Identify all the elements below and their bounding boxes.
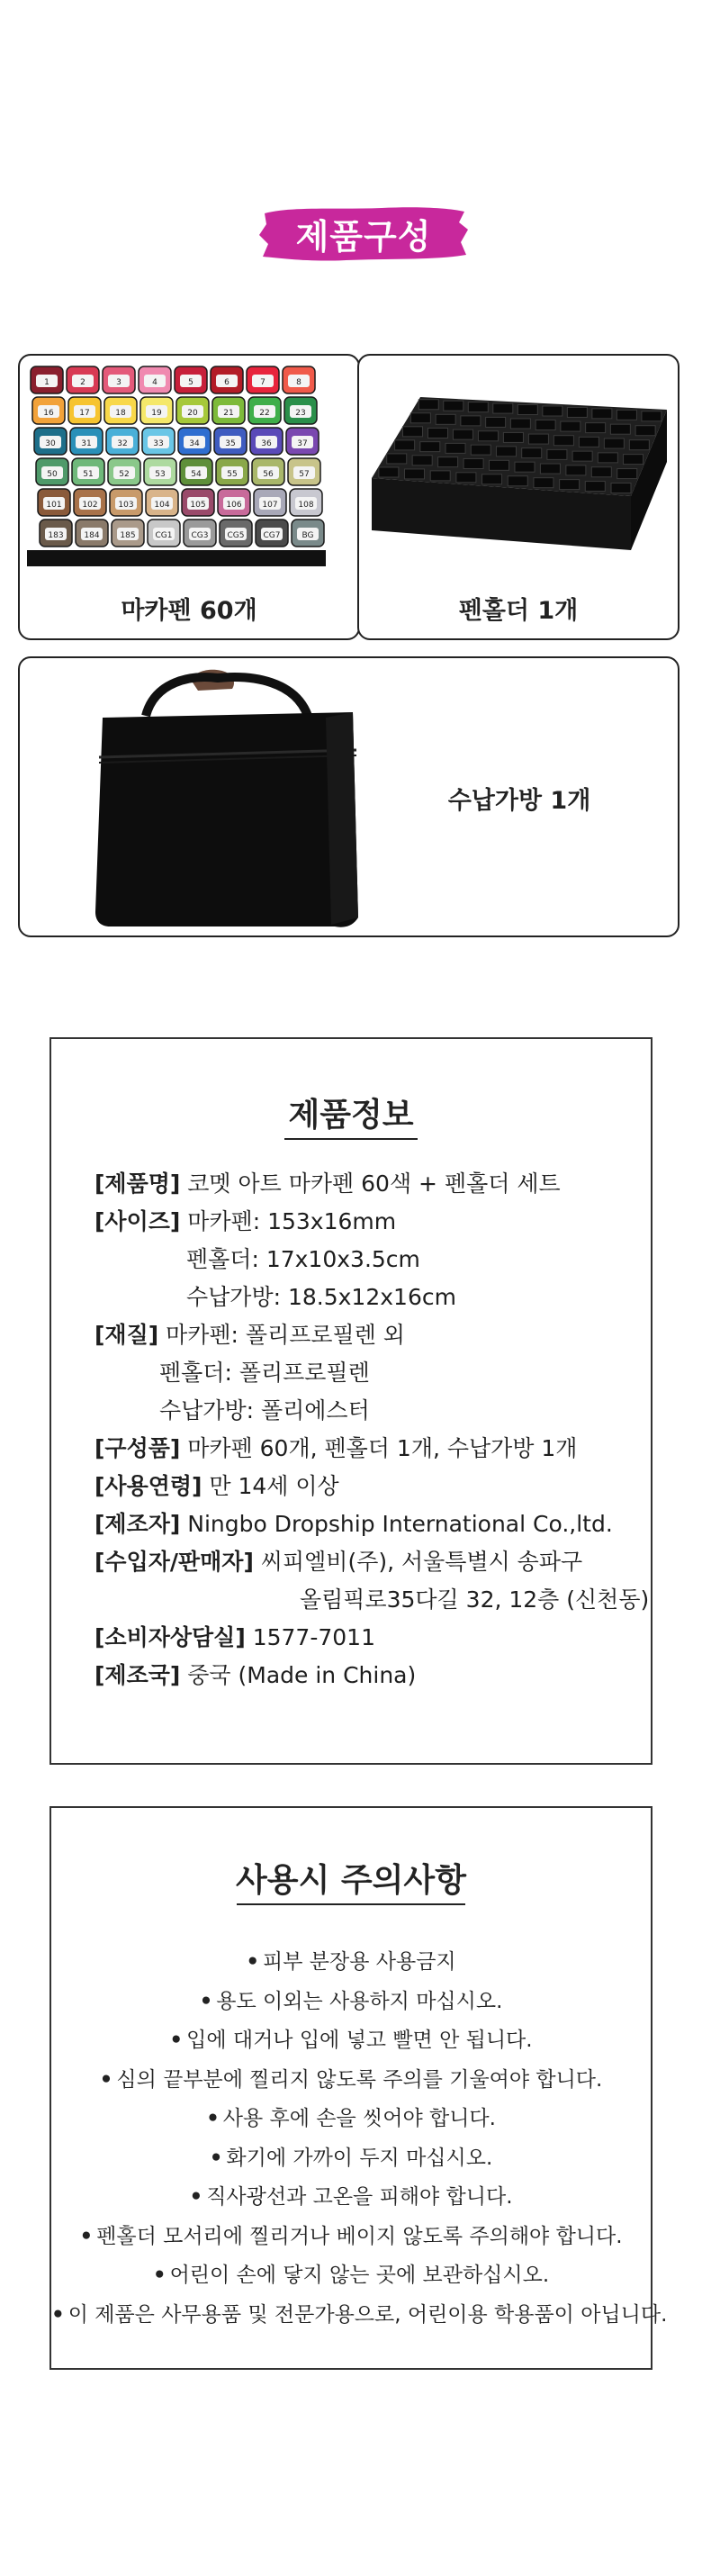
holder-slot: [624, 455, 644, 465]
marker-cap: [104, 397, 137, 424]
marker-cap-label: 3: [116, 378, 122, 387]
holder-slot: [610, 424, 630, 434]
marker-cap: [214, 428, 247, 455]
holder-slot: [436, 414, 455, 424]
marker-cap-label: 33: [153, 439, 164, 448]
holder-slot: [482, 475, 502, 484]
caution-item: [51, 1983, 651, 2022]
marker-cap-label: 185: [120, 531, 136, 540]
holder-slot: [456, 473, 476, 483]
marker-cap: [34, 428, 67, 455]
marker-cap-label: 8: [296, 378, 302, 387]
info-row: [94, 1203, 633, 1316]
holder-slot: [598, 453, 617, 463]
marker-cap-label: 5: [188, 378, 194, 387]
holder-slot: [629, 440, 649, 450]
holder-slot: [522, 448, 542, 458]
marker-cap-label: 101: [46, 501, 62, 510]
marker-cap-label: CG3: [191, 531, 209, 540]
info-sub-value: 펜홀더: 17x10x3.5cm: [186, 1246, 420, 1272]
marker-bodies: [27, 550, 326, 566]
composition-title: 제품구성: [295, 216, 432, 257]
marker-cap: [176, 397, 209, 424]
marker-cap-label: 184: [84, 531, 100, 540]
marker-cap-label: 52: [119, 470, 130, 479]
holder-slot: [642, 411, 662, 421]
marker-cap: [218, 489, 250, 516]
marker-cap: [146, 489, 178, 516]
info-value: 마카펜 60개, 펜홀더 1개, 수납가방 1개: [180, 1435, 578, 1461]
bullet-icon: •: [99, 2067, 113, 2092]
holder-slot: [617, 469, 637, 479]
info-label: [수입자/판매자]: [94, 1549, 254, 1575]
product-info-title: 제품정보: [288, 1097, 414, 1134]
holder-slot: [586, 423, 606, 433]
marker-cap: [247, 366, 279, 393]
holder-slot: [604, 438, 624, 448]
holder-slot: [611, 484, 631, 493]
marker-cap: [36, 458, 68, 485]
info-sub-value: 펜홀더: 폴리프로필렌: [159, 1360, 370, 1386]
marker-cap-label: 7: [260, 378, 266, 387]
marker-cap: [72, 458, 104, 485]
marker-cap: [252, 458, 284, 485]
marker-cap: [180, 458, 212, 485]
holder-slot: [438, 457, 458, 467]
marker-cap: [106, 428, 139, 455]
info-value: 만 14세 이상: [202, 1473, 339, 1499]
marker-cap-label: CG7: [263, 531, 281, 540]
marker-cap-label: 35: [225, 439, 236, 448]
info-value: 중국 (Made in China): [180, 1662, 417, 1688]
marker-cap: [286, 428, 319, 455]
holder-slot: [567, 407, 587, 417]
marker-cap: [68, 397, 101, 424]
info-sub-value: 수납가방: 18.5x12x16cm: [186, 1284, 456, 1310]
marker-cap: [212, 397, 245, 424]
marker-cap-label: 56: [263, 470, 274, 479]
holder-slot: [554, 436, 573, 446]
holder-slot: [387, 454, 407, 464]
marker-cap-label: 104: [154, 501, 170, 510]
marker-cap: [290, 489, 322, 516]
info-row: [94, 1657, 633, 1695]
holder-slot: [395, 440, 415, 450]
holder-slot: [428, 428, 447, 438]
marker-cap-label: CG1: [155, 531, 173, 540]
marker-cap: [175, 366, 207, 393]
info-sub-value: 수납가방: 폴리에스터: [159, 1397, 370, 1424]
holder-slot: [464, 458, 483, 468]
holder-slot: [412, 456, 432, 465]
holder-slot: [486, 417, 506, 427]
info-value: 씨피엘비(주), 서울특별시 송파구: [253, 1549, 583, 1575]
info-label: [재질]: [94, 1322, 159, 1348]
info-value: Ningbo Dropship International Co.,ltd.: [180, 1511, 613, 1537]
marker-cap-label: 103: [118, 501, 134, 510]
holder-slot: [592, 409, 612, 419]
holder-slot: [430, 471, 450, 481]
info-row: [94, 1543, 650, 1619]
marker-cap: [182, 489, 214, 516]
holder-slot: [490, 460, 509, 470]
marker-cap-label: 4: [152, 378, 158, 387]
marker-cap: [284, 397, 317, 424]
holder-slot: [518, 405, 537, 415]
bullet-icon: •: [206, 2107, 220, 2130]
holder-slot: [515, 462, 535, 472]
info-row: [94, 1468, 633, 1505]
bullet-icon: •: [209, 2146, 223, 2170]
bag-card: [18, 656, 680, 937]
caution-text: 화기에 가까이 두지 마십시오.: [226, 2146, 493, 2170]
product-info-list: [94, 1165, 650, 1695]
marker-cap-label: 19: [151, 409, 162, 418]
bullet-icon: •: [246, 1950, 260, 1974]
marker-cap: [250, 428, 283, 455]
marker-cap-label: 18: [115, 409, 126, 418]
holder-slot: [418, 400, 438, 410]
marker-cap: [76, 520, 108, 547]
markers-card: [18, 354, 360, 640]
holder-slot: [503, 432, 523, 442]
holder-slot: [585, 482, 605, 492]
holder-slot: [560, 480, 580, 490]
marker-cap-label: 108: [298, 501, 314, 510]
marker-cap: [70, 428, 103, 455]
marker-cap-label: 107: [262, 501, 278, 510]
bullet-icon: •: [169, 2029, 184, 2052]
marker-cap: [148, 520, 180, 547]
marker-cap-label: 54: [191, 470, 202, 479]
marker-cap: [74, 489, 106, 516]
caution-text: 어린이 손에 닿지 않는 곳에 보관하십시오.: [169, 2264, 550, 2287]
marker-cap-label: 106: [226, 501, 242, 510]
holder-slot: [561, 421, 580, 431]
info-row: [94, 1165, 633, 1203]
info-row: [94, 1619, 633, 1657]
holder-slot: [496, 447, 516, 456]
marker-cap: [220, 520, 252, 547]
holder-slot: [534, 478, 554, 488]
marker-cap: [38, 489, 70, 516]
bullet-icon: •: [51, 2302, 65, 2327]
holder-slot: [510, 419, 530, 429]
caution-text: 이 제품은 사무용품 및 전문가용으로, 어린이용 학용품이 아닙니다.: [68, 2302, 668, 2327]
marker-cap: [108, 458, 140, 485]
info-label: [소비자상담실]: [94, 1624, 246, 1650]
holder-slot: [478, 431, 498, 441]
marker-cap-label: 32: [117, 439, 128, 448]
holder-slot: [471, 445, 490, 455]
info-value: 마카펜: 폴리프로필렌 외: [158, 1322, 405, 1348]
title-underline: [237, 1903, 465, 1905]
marker-cap-label: 51: [83, 470, 94, 479]
marker-cap-label: 53: [155, 470, 166, 479]
marker-cap: [110, 489, 142, 516]
caution-text: 심의 끝부분에 찔리지 않도록 주의를 기울여야 합니다.: [116, 2067, 603, 2092]
holder-slot: [572, 451, 592, 461]
holder-slot: [579, 437, 598, 447]
info-value: 1577-7011: [245, 1624, 375, 1650]
marker-cap-label: 16: [43, 409, 54, 418]
caution-item: [51, 2021, 651, 2061]
holder-slot: [493, 403, 513, 413]
holder-slot: [635, 426, 655, 436]
holder-slot: [420, 442, 440, 452]
holder-slot: [446, 443, 465, 453]
marker-cap-label: 1: [44, 378, 50, 387]
holder-slot: [547, 449, 567, 459]
info-row: [94, 1316, 633, 1430]
caution-item: [51, 2139, 651, 2179]
caution-item: [51, 2100, 651, 2139]
holder-slot: [591, 467, 611, 477]
marker-cap: [140, 397, 173, 424]
marker-cap-label: 30: [45, 439, 56, 448]
bullet-icon: •: [79, 2224, 94, 2248]
marker-cap: [248, 397, 281, 424]
holder-slot: [461, 416, 481, 426]
marker-cap-label: 6: [224, 378, 230, 387]
marker-cap: [31, 366, 63, 393]
marker-cap: [103, 366, 135, 393]
caution-text: 피부 분장용 사용금지: [263, 1950, 456, 1974]
caution-box: [50, 1806, 668, 2370]
marker-cap: [142, 428, 175, 455]
holder-slot: [508, 476, 527, 486]
pen-holder-image: [366, 392, 670, 552]
caution-text: 용도 이외는 사용하지 마십시오.: [216, 1989, 503, 2013]
holder-slot: [616, 410, 636, 420]
holder-caption: 펜홀더 1개: [458, 597, 579, 625]
info-label: [구성품]: [94, 1435, 181, 1461]
caution-text: 직사광선과 고온을 피해야 합니다.: [206, 2185, 513, 2209]
marker-cap-label: 102: [82, 501, 98, 510]
caution-item: [51, 2218, 651, 2257]
caution-text: 입에 대거나 입에 넣고 빨면 안 됩니다.: [186, 2029, 533, 2052]
info-label: [사용연령]: [94, 1473, 202, 1499]
holder-slot: [536, 420, 555, 430]
holder-slot: [566, 465, 586, 475]
marker-cap: [32, 397, 65, 424]
marker-cap-label: CG5: [227, 531, 245, 540]
caution-text: 사용 후에 손을 씻어야 합니다.: [222, 2107, 496, 2130]
product-info-box: [50, 1037, 652, 1765]
caution-list: [51, 1943, 668, 2335]
holder-slot: [543, 406, 562, 416]
marker-cap: [254, 489, 286, 516]
markers-image: [23, 361, 329, 568]
info-label: [제조자]: [94, 1511, 181, 1537]
holder-slot: [468, 402, 488, 412]
marker-cap-label: 50: [47, 470, 58, 479]
marker-cap-label: 105: [190, 501, 206, 510]
info-label: [제조국]: [94, 1662, 181, 1688]
marker-cap-label: 22: [259, 409, 270, 418]
marker-cap: [40, 520, 72, 547]
bag-caption: 수납가방 1개: [447, 787, 591, 815]
marker-cap-label: 55: [227, 470, 238, 479]
caution-item: [51, 2256, 651, 2296]
info-row: [94, 1505, 633, 1543]
bullet-icon: •: [152, 2264, 166, 2287]
marker-cap: [144, 458, 176, 485]
holder-slot: [528, 434, 548, 444]
title-underline: [284, 1138, 418, 1140]
info-label: [제품명]: [94, 1170, 181, 1197]
marker-cap-label: 34: [189, 439, 200, 448]
marker-cap: [256, 520, 288, 547]
holder-slot: [405, 469, 425, 479]
info-value: 코멧 아트 마카펜 60색 + 펜홀더 세트: [180, 1170, 561, 1197]
marker-cap-label: 21: [223, 409, 234, 418]
marker-cap: [283, 366, 315, 393]
info-row: [94, 1430, 633, 1468]
marker-cap: [112, 520, 144, 547]
marker-cap: [211, 366, 243, 393]
holder-slot: [453, 429, 472, 439]
marker-cap-label: 2: [80, 378, 86, 387]
marker-cap-label: 57: [299, 470, 310, 479]
bullet-icon: •: [189, 2185, 203, 2209]
marker-cap: [139, 366, 171, 393]
marker-cap-label: 31: [81, 439, 92, 448]
info-sub-value: 올림픽로35다길 32, 12층 (신천동): [300, 1586, 650, 1613]
holder-slot: [540, 464, 560, 474]
holder-slot: [379, 467, 399, 477]
marker-cap: [216, 458, 248, 485]
marker-cap: [67, 366, 99, 393]
bullet-icon: •: [199, 1989, 213, 2013]
marker-cap: [288, 458, 320, 485]
marker-cap-label: 36: [261, 439, 272, 448]
marker-cap-label: 17: [79, 409, 90, 418]
holder-card: [357, 354, 680, 640]
caution-title: 사용시 주의사항: [236, 1862, 466, 1899]
marker-cap: [184, 520, 216, 547]
marker-cap-label: BG: [302, 531, 314, 540]
caution-item: [51, 2061, 651, 2101]
marker-cap-label: 20: [187, 409, 198, 418]
marker-cap-label: 23: [295, 409, 306, 418]
marker-cap-label: 183: [48, 531, 64, 540]
caution-item: [51, 2178, 651, 2218]
caution-item: [51, 1943, 651, 1983]
holder-slot: [402, 427, 422, 437]
caution-text: 펜홀더 모서리에 찔리거나 베이지 않도록 주의해야 합니다.: [96, 2224, 623, 2248]
storage-bag-image: [83, 664, 371, 934]
info-value: 마카펜: 153x16mm: [180, 1208, 397, 1234]
holder-slot: [410, 413, 430, 423]
info-label: [사이즈]: [94, 1208, 181, 1234]
composition-banner: [256, 203, 472, 264]
caution-item: [51, 2296, 668, 2336]
marker-cap: [178, 428, 211, 455]
holder-slot: [444, 401, 464, 411]
marker-cap-label: 37: [297, 439, 308, 448]
marker-cap: [292, 520, 324, 547]
markers-caption: 마카펜 60개: [121, 597, 257, 625]
